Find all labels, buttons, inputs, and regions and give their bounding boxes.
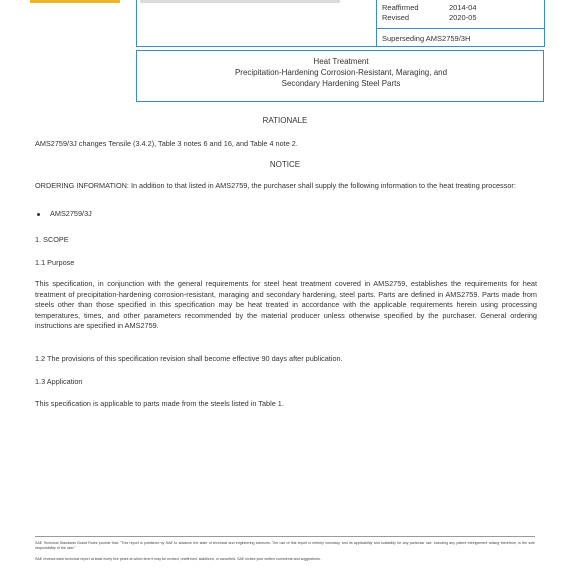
header-box-bottom-border — [136, 46, 545, 47]
section-1-3-heading: 1.3 Application — [35, 377, 83, 386]
reaffirmed-label: Reaffirmed — [382, 3, 419, 12]
footer-disclaimer: SAE Technical Standards Board Rules provide that: "This report is published by SAE to advance the state of technical and engineering sciences. The use of this report is entirely voluntary, and its applicability and suitability for any particular use, including any patent infringement arising therefrom, is the sole responsibility of the user." — [35, 541, 535, 550]
header-box-left-border — [136, 0, 137, 46]
footer-rule — [35, 536, 535, 537]
header-box-right-border — [544, 0, 545, 46]
bullet-dot — [37, 213, 40, 216]
section-1-1-heading: 1.1 Purpose — [35, 258, 75, 267]
bullet-item: AMS2759/3J — [50, 209, 92, 218]
sae-logo-stripe — [30, 0, 120, 3]
superseding-note: Superseding AMS2759/3H — [382, 34, 471, 43]
header-box-divider — [376, 0, 377, 46]
rationale-text: AMS2759/3J changes Tensile (3.4.2), Table 3 notes 6 and 16, and Table 4 note 2. — [35, 139, 298, 148]
title-line-1: Heat Treatment — [313, 57, 369, 66]
purpose-paragraph: This specification, in conjunction with the general requirements for steel heat treatment covered in AMS2759, establishes the requirements for heat treatment of precipitation-hardening corrosion-resistant, maraging and secondary hardening, steel parts. Parts are defined in AMS2759. Parts made from steels other than those specified in this specification may be heat treated in accordance with the applicable requirements herein using processing temperatures, times, and other parameters recommended by the material producer unless otherwise specified by the purchaser. General ordering instructions are specified in AMS2759. — [35, 279, 537, 330]
rationale-heading: RATIONALE — [262, 116, 308, 125]
reaffirmed-date: 2014-04 — [449, 3, 477, 12]
revised-label: Revised — [382, 13, 410, 22]
ordering-information-text: ORDERING INFORMATION: In addition to that listed in AMS2759, the purchaser shall supply the following information to the heat treating processor: — [35, 181, 516, 190]
title-line-3: Secondary Hardening Steel Parts — [281, 79, 401, 88]
section-1-2-text: 1.2 The provisions of this specification revision shall become effective 90 days after publication. — [35, 354, 343, 363]
application-text: This specification is applicable to parts made from the steels listed in Table 1. — [35, 399, 284, 408]
footer-review-note: SAE reviews each technical report at least every five years at which time it may be revised, reaffirmed, stabilized, or cancelled. SAE invites your written comments and suggestions. — [35, 557, 321, 561]
notice-heading: NOTICE — [269, 160, 301, 169]
document-title-box — [136, 50, 544, 102]
revised-date: 2020-05 — [449, 13, 477, 22]
header-box-rule — [376, 28, 545, 29]
header-banner-stub — [140, 0, 340, 3]
section-1-heading: 1. SCOPE — [35, 235, 69, 244]
title-line-2: Precipitation-Hardening Corrosion-Resistant, Maraging, and — [234, 68, 448, 77]
